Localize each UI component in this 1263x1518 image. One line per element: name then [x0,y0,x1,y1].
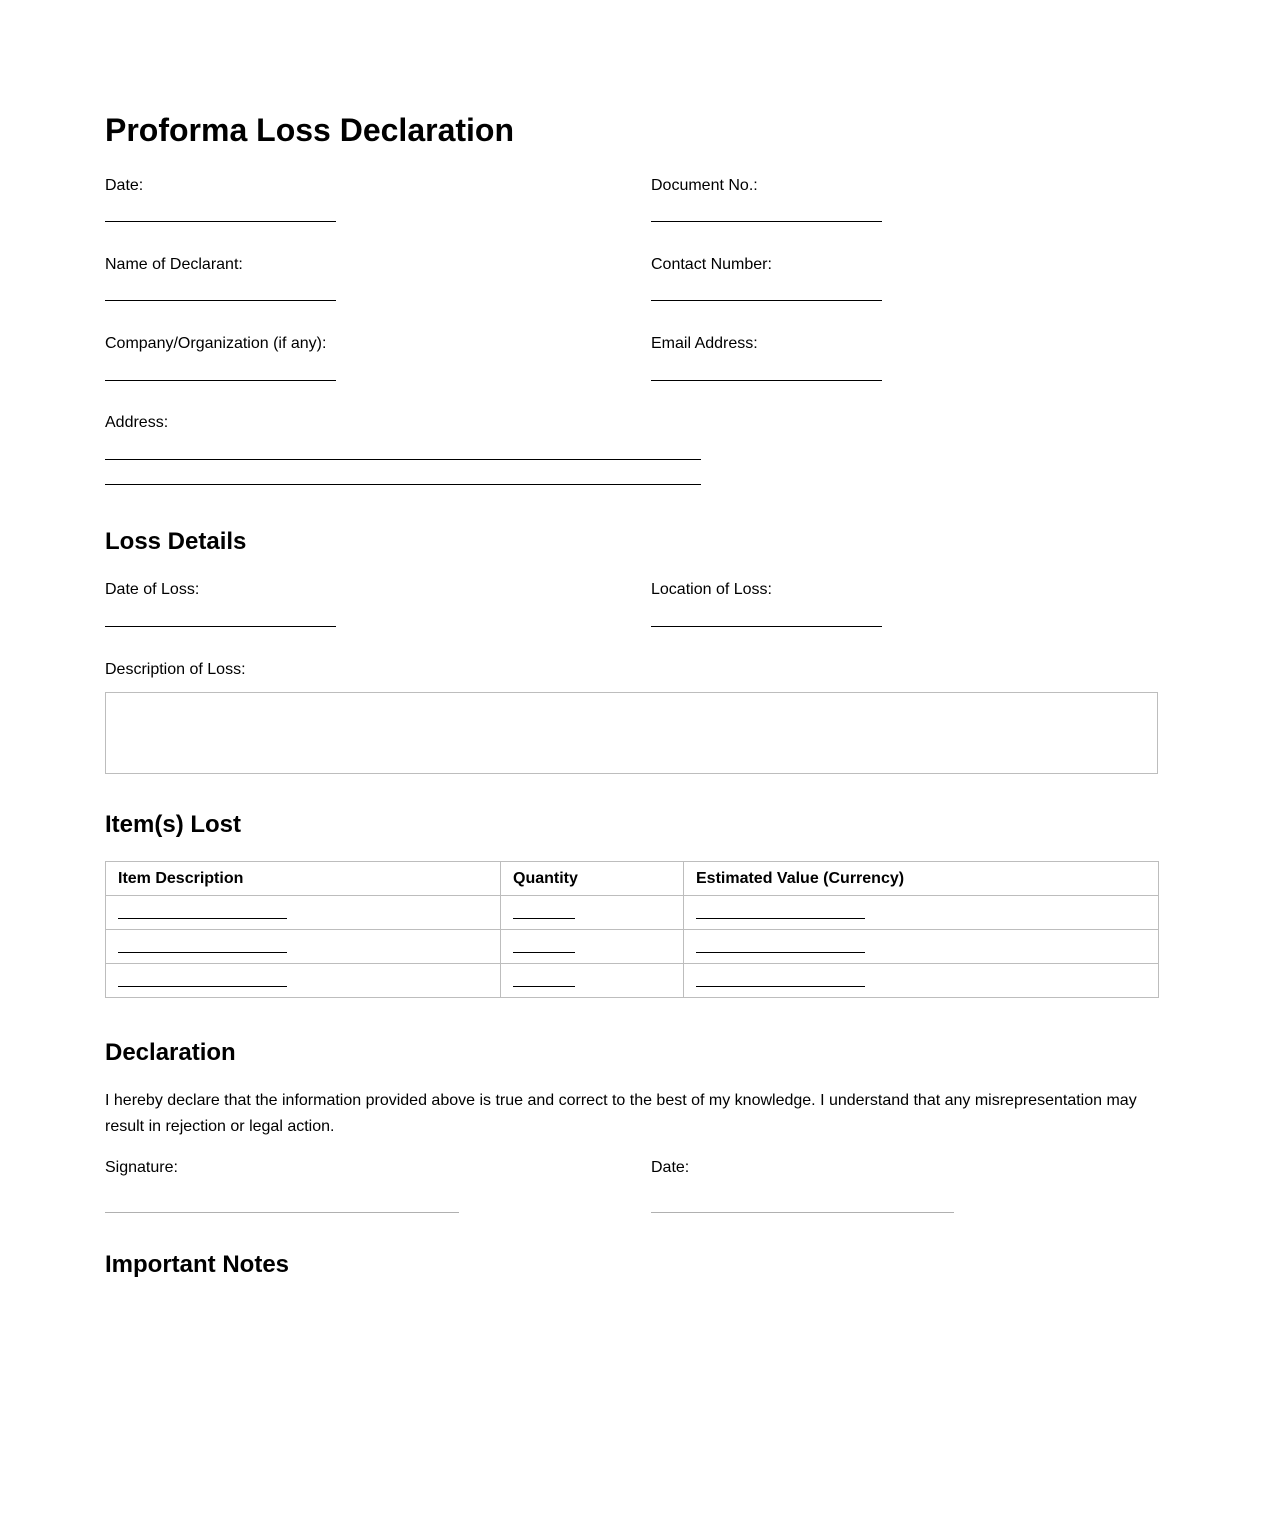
table-row [106,964,1159,998]
contact-number-label: Contact Number: [651,256,772,273]
signature-label: Signature: [105,1159,178,1176]
loss-details-heading: Loss Details [105,528,247,555]
document-no-field [651,176,758,196]
items-lost-heading: Item(s) Lost [105,811,242,838]
estimated-value-blank [696,974,865,987]
date-input-line[interactable] [105,221,336,222]
location-of-loss-input-line[interactable] [651,626,882,627]
company-input-line[interactable] [105,380,336,381]
column-header-estimated-value: Estimated Value (Currency) [684,862,1159,896]
item-description-blank [118,906,287,919]
table-row [106,930,1159,964]
date-of-loss-input-line[interactable] [105,626,336,627]
form-page [105,0,1158,1518]
item-description-cell[interactable] [106,896,501,930]
quantity-cell[interactable] [501,896,684,930]
document-no-label: Document No.: [651,177,758,194]
estimated-value-cell[interactable] [684,930,1159,964]
column-header-quantity: Quantity [501,862,684,896]
declarant-name-field [105,255,243,275]
location-of-loss-label: Location of Loss: [651,581,772,598]
date-of-loss-field [105,580,199,600]
declarant-name-label: Name of Declarant: [105,256,243,273]
quantity-cell[interactable] [501,964,684,998]
estimated-value-blank [696,940,865,953]
table-row [106,896,1159,930]
item-description-cell[interactable] [106,964,501,998]
declaration-date-label: Date: [651,1159,690,1176]
quantity-blank [513,940,575,953]
location-of-loss-field [651,580,772,600]
document-no-input-line[interactable] [651,221,882,222]
address-input-line-2[interactable] [105,484,701,485]
item-description-cell[interactable] [106,930,501,964]
description-of-loss-textarea[interactable] [105,692,1158,774]
address-input-line-1[interactable] [105,459,701,460]
contact-number-input-line[interactable] [651,300,882,301]
address-label: Address: [105,414,169,431]
items-lost-table [105,861,1159,998]
contact-number-field [651,255,772,275]
item-description-blank [118,974,287,987]
declaration-date-input-line[interactable] [651,1212,954,1213]
company-field [105,334,326,354]
signature-input-line[interactable] [105,1212,459,1213]
quantity-blank [513,974,575,987]
page-title: Proforma Loss Declaration [105,112,514,148]
email-label: Email Address: [651,335,758,352]
company-label: Company/Organization (if any): [105,335,327,352]
estimated-value-cell[interactable] [684,896,1159,930]
declaration-date-field [651,1158,689,1178]
date-of-loss-label: Date of Loss: [105,581,200,598]
description-of-loss-field [105,660,246,680]
declaration-text: I hereby declare that the information provided above is true and correct to the best of my knowledge. I understand that any misrepresentation may result in rejection or legal action. [105,1092,1137,1135]
email-input-line[interactable] [651,380,882,381]
description-of-loss-label: Description of Loss: [105,661,246,678]
date-field [105,176,143,196]
estimated-value-blank [696,906,865,919]
address-field [105,413,168,433]
column-header-item-description: Item Description [106,862,501,896]
item-description-blank [118,940,287,953]
table-header-row [106,862,1159,896]
declaration-heading: Declaration [105,1039,236,1066]
estimated-value-cell[interactable] [684,964,1159,998]
signature-field [105,1158,178,1178]
date-label: Date: [105,177,144,194]
declarant-name-input-line[interactable] [105,300,336,301]
quantity-cell[interactable] [501,930,684,964]
quantity-blank [513,906,575,919]
important-notes-heading: Important Notes [105,1251,290,1278]
email-field [651,334,758,354]
